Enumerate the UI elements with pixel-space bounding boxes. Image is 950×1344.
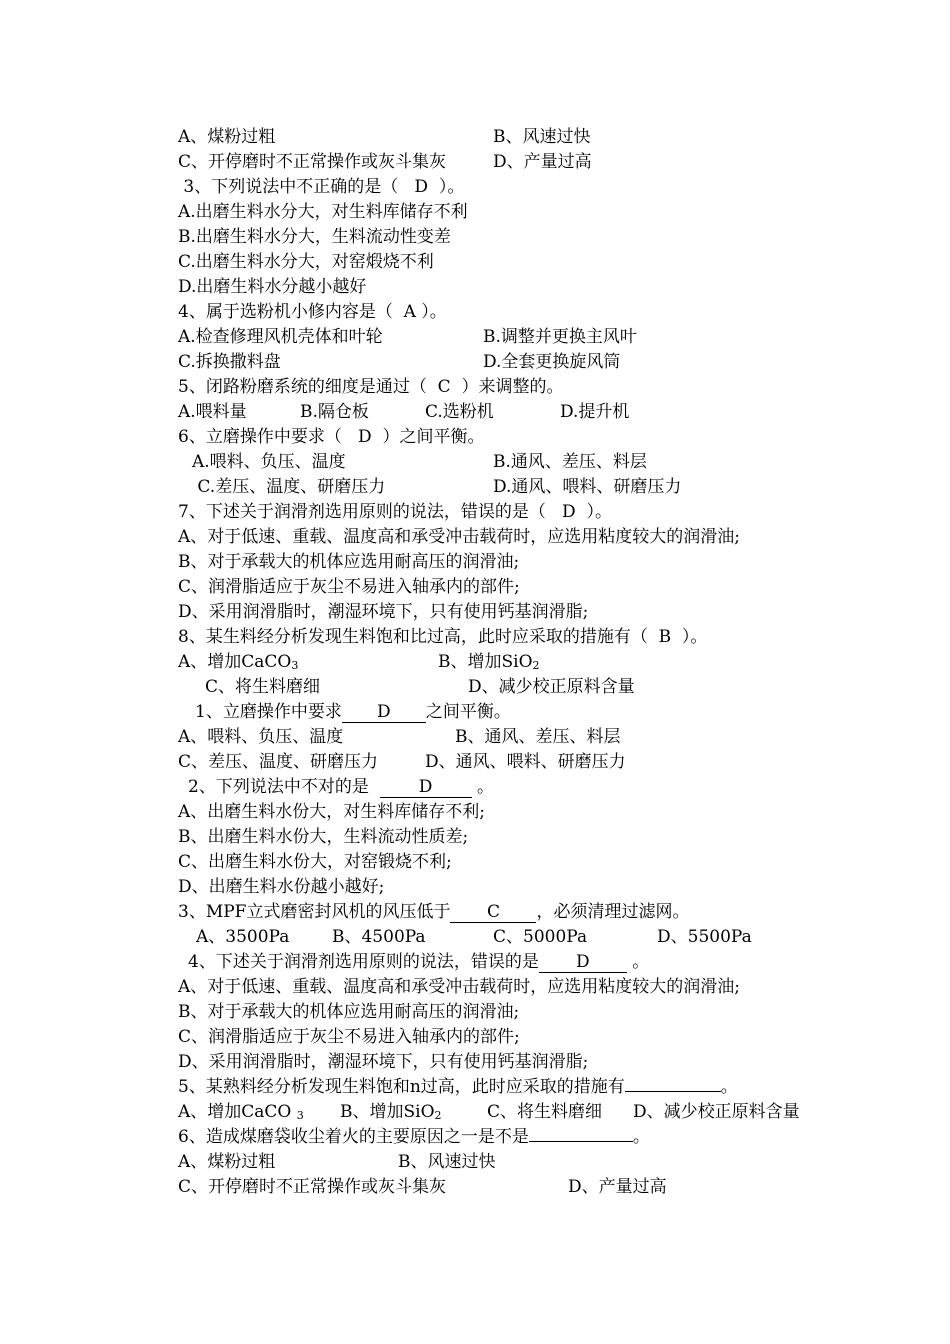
text-line — [178, 400, 247, 424]
line-text: D、产量过高 — [568, 1177, 667, 1197]
text-line — [192, 450, 346, 474]
line-text: B.通风、差压、料层 — [493, 452, 647, 472]
text-line — [560, 400, 629, 424]
text-line — [493, 925, 587, 949]
line-text: B、出磨生料水份大，生料流动性质差; — [178, 827, 469, 847]
line-text: C、润滑脂适应于灰尘不易进入轴承内的部件; — [178, 1027, 520, 1047]
line-text: 3、下列说法中不正确的是（ D ）。 — [178, 177, 465, 197]
line-text: B、增加SiO — [438, 652, 533, 672]
text-line — [205, 675, 320, 699]
line-text: C、润滑脂适应于灰尘不易进入轴承内的部件; — [178, 577, 520, 597]
line-text: B.隔仓板 — [300, 402, 369, 422]
answer-blank: D — [342, 702, 426, 723]
line-text: A、对于低速、重载、温度高和承受冲击载荷时，应选用粘度较大的润滑油; — [178, 977, 741, 997]
line-text: A、增加CaCO — [178, 1102, 297, 1122]
answer-blank: D — [380, 777, 472, 798]
line-text: A.喂料量 — [178, 402, 247, 422]
text-line — [178, 1100, 304, 1124]
line-text: A、喂料、负压、温度 — [178, 727, 344, 747]
line-text: 5、闭路粉磨系统的细度是通过（ C ）来调整的。 — [178, 377, 564, 397]
line-text: C、开停磨时不正常操作或灰斗集灰 — [178, 1177, 447, 1197]
line-text: B、风速过快 — [398, 1152, 496, 1172]
line-text: A、对于低速、重载、温度高和承受冲击载荷时，应选用粘度较大的润滑油; — [178, 527, 741, 547]
line-text: D、减少校正原料含量 — [633, 1102, 800, 1122]
line-text: B、对于承载大的机体应选用耐高压的润滑油; — [178, 1002, 520, 1022]
text-line — [178, 125, 275, 149]
text-line — [425, 750, 626, 774]
text-line — [468, 675, 635, 699]
text-line — [178, 1150, 275, 1174]
text-line — [178, 1175, 446, 1199]
text-line — [178, 150, 446, 174]
text-line — [340, 1100, 442, 1124]
text-line — [483, 350, 620, 374]
text-line — [178, 725, 343, 749]
text-line — [178, 525, 740, 549]
line-text: 3、MPF立式磨密封风机的风压低于 — [178, 902, 451, 922]
line-text: 6、立磨操作中要求（ D ）之间平衡。 — [178, 427, 485, 447]
answer-blank: D — [539, 952, 627, 973]
line-text: C、将生料磨细 — [487, 1102, 603, 1122]
line-text: 6、造成煤磨袋收尘着火的主要原因之一是不是 — [178, 1127, 529, 1147]
line-text: D、采用润滑脂时，潮湿环境下，只有使用钙基润滑脂; — [178, 1052, 589, 1072]
line-text: D、采用润滑脂时，潮湿环境下，只有使用钙基润滑脂; — [178, 602, 589, 622]
line-text: D、减少校正原料含量 — [468, 677, 635, 697]
text-line — [178, 375, 563, 399]
text-line — [178, 1075, 738, 1099]
text-line — [657, 925, 752, 949]
answer-blank — [529, 1141, 633, 1142]
line-text: C、将生料磨细 — [205, 677, 321, 697]
line-text: 1、立磨操作中要求 — [195, 702, 342, 722]
text-line — [178, 825, 468, 849]
line-text: 4、属于选粉机小修内容是（ A ）。 — [178, 302, 447, 322]
text-line — [178, 1050, 588, 1074]
line-text: D.全套更换旋风筒 — [483, 352, 621, 372]
line-text: C、5000Pa — [493, 927, 588, 947]
answer-blank: C — [450, 902, 536, 923]
line-text: C、出磨生料水份大，对窑锻烧不利; — [178, 852, 452, 872]
text-line — [425, 400, 494, 424]
text-line — [178, 750, 378, 774]
line-text: B、4500Pa — [332, 927, 426, 947]
text-line — [178, 200, 468, 224]
text-line — [483, 325, 637, 349]
text-line — [178, 500, 612, 524]
line-text-after: 。 — [720, 1077, 738, 1097]
text-line — [178, 550, 519, 574]
text-line — [178, 325, 383, 349]
line-text: D、出磨生料水份越小越好; — [178, 877, 385, 897]
text-line — [178, 1025, 520, 1049]
text-line — [178, 1000, 519, 1024]
line-text: A、出磨生料水份大，对生料库储存不利; — [178, 802, 486, 822]
line-text: D、产量过高 — [493, 152, 592, 172]
text-line — [178, 425, 484, 449]
line-text: C.选粉机 — [425, 402, 494, 422]
text-line — [178, 175, 464, 199]
line-text: 7、下述关于润滑剂选用原则的说法，错误的是（ D ）。 — [178, 502, 612, 522]
text-line — [178, 575, 520, 599]
line-text: B、对于承载大的机体应选用耐高压的润滑油; — [178, 552, 520, 572]
text-line — [178, 350, 281, 374]
line-text: C、差压、温度、研磨压力 — [178, 752, 379, 772]
text-line — [398, 1150, 496, 1174]
text-line — [455, 725, 621, 749]
line-text: C.出磨生料水分大，对窑煅烧不利 — [178, 252, 434, 272]
text-line — [178, 300, 447, 324]
text-line — [178, 275, 366, 299]
text-line — [178, 975, 740, 999]
text-line — [178, 1125, 650, 1149]
line-text: C、开停磨时不正常操作或灰斗集灰 — [178, 152, 447, 172]
line-text: A、3500Pa — [196, 927, 290, 947]
text-line — [178, 850, 452, 874]
line-text-after: 。 — [626, 952, 650, 972]
answer-blank — [625, 1091, 721, 1092]
text-line — [188, 775, 494, 799]
text-line — [195, 700, 511, 724]
line-text-after: 。 — [632, 1127, 650, 1147]
line-text: 8、某生料经分析发现生料饱和比过高，此时应采取的措施有（ B ）。 — [178, 627, 708, 647]
text-line — [178, 250, 434, 274]
line-text: D.提升机 — [560, 402, 630, 422]
line-text: B.出磨生料水分大，生料流动性变差 — [178, 227, 451, 247]
line-text: B.调整并更换主风叶 — [483, 327, 637, 347]
text-line — [178, 625, 707, 649]
line-text-after: ，必须清理过滤网。 — [536, 902, 690, 922]
text-line — [178, 800, 485, 824]
text-line — [438, 650, 540, 674]
text-line — [192, 475, 385, 499]
line-text: A.出磨生料水分大，对生料库储存不利 — [178, 202, 468, 222]
text-line — [178, 650, 298, 674]
text-line — [487, 1100, 602, 1124]
text-line — [300, 400, 369, 424]
line-text: A、增加CaCO — [178, 652, 292, 672]
line-text: B、增加SiO — [340, 1102, 435, 1122]
line-text: A.喂料、负压、温度 — [192, 452, 346, 472]
text-line — [493, 475, 681, 499]
subscript: 3 — [296, 1109, 304, 1122]
text-line — [178, 900, 689, 924]
line-text: B、风速过快 — [493, 127, 591, 147]
subscript: 3 — [291, 659, 299, 672]
text-line — [493, 150, 592, 174]
line-text: D.通风、喂料、研磨压力 — [493, 477, 682, 497]
text-line — [633, 1100, 800, 1124]
text-line — [188, 950, 649, 974]
line-text: D、5500Pa — [657, 927, 752, 947]
text-line — [178, 875, 384, 899]
text-line — [178, 225, 451, 249]
line-text-after: 之间平衡。 — [425, 702, 511, 722]
line-text: A、煤粉过粗 — [178, 1152, 276, 1172]
text-line — [332, 925, 426, 949]
text-line — [493, 125, 591, 149]
text-line — [196, 925, 289, 949]
text-line — [493, 450, 647, 474]
line-text: D、通风、喂料、研磨压力 — [425, 752, 626, 772]
text-line — [178, 600, 588, 624]
line-text: D.出磨生料水分越小越好 — [178, 277, 367, 297]
subscript: 2 — [434, 1109, 442, 1122]
text-line — [568, 1175, 667, 1199]
line-text: 5、某熟料经分析发现生料饱和n过高，此时应采取的措施有 — [178, 1077, 625, 1097]
line-text: C.拆换撒料盘 — [178, 352, 281, 372]
line-text: A、煤粉过粗 — [178, 127, 276, 147]
line-text: 4、下述关于润滑剂选用原则的说法，错误的是 — [188, 952, 539, 972]
line-text-after: 。 — [471, 777, 495, 797]
line-text: 2、下列说法中不对的是 — [188, 777, 380, 797]
line-text: A.检查修理风机壳体和叶轮 — [178, 327, 383, 347]
subscript: 2 — [532, 659, 540, 672]
line-text: C.差压、温度、研磨压力 — [192, 477, 386, 497]
line-text: B、通风、差压、料层 — [455, 727, 621, 747]
